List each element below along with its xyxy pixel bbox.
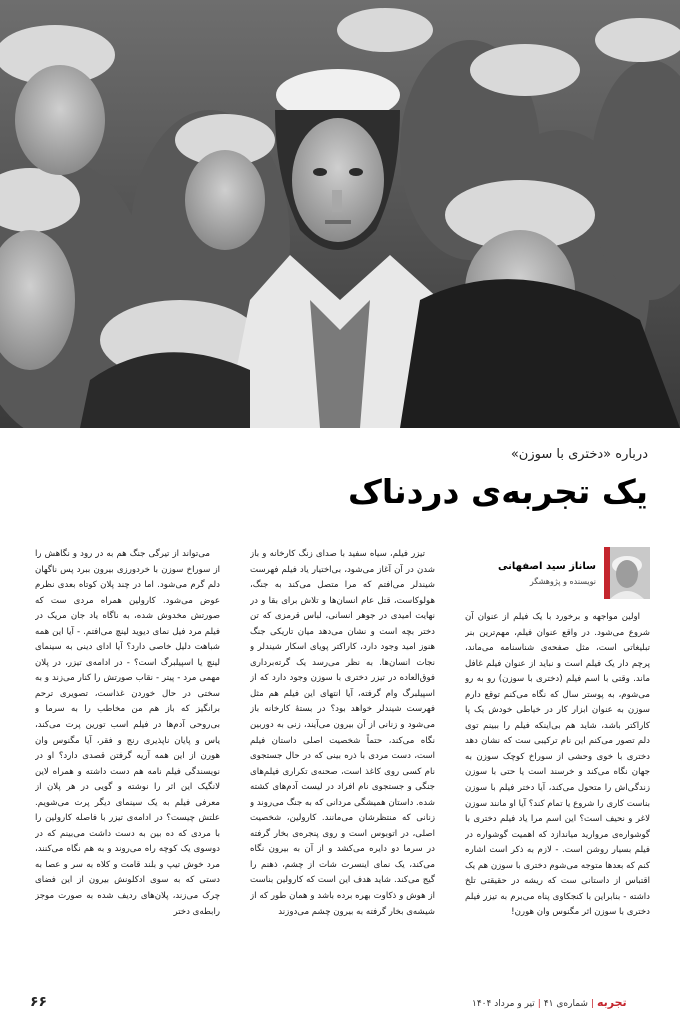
footer-info [472,996,652,1009]
paragraph: می‌تواند از تیرگی جنگ هم به در رود و نگاهش را از سوراخ سوزن با خردورزی بیرون ببرد پس ناگهان دلم گرم می‌شود. اما در چند پلان کوتاه بعدی نظرم عوض می‌شود. کارولین همراه مردی ست که صورتش مخدوش شده، به ناگاه یاد جان مریک در فیلم مرد فیل نمای دیوید لینچ می‌افتم. - آیا این همه شباهت دلیل خاصی دارد؟ آیا ادای دینی به سینمای لینچ یا اسپیلبرگ است؟ - در ادامه‌ی تیزر، در پلان مهمی مرد - پیتر - نقاب صورتش را کنار می‌زند و به سختی در حال خوردن غذاست، تصویری ترحم برانگیز که باز هم من مخاطب را به سرما و بی‌روحی آدم‌ها در فیلم اسب تورین پرت می‌کند، یاس و پایان ناپذیری رنج و فقر، آیا مگنوس وان هورن از این همه آریه گرفتن قصدی دارد؟ او در نویسندگی فیلم نامه هم دست داشته و همراه لاین لانگیک این اثر را نوشته و گویی در هر پلان از معرفی فیلم به یک سینمای دیگر پرت می‌شویم. علتش چیست؟ در ادامه‌ی تیزر با فاصله کارولین را با مردی که ده بین به دست داشت می‌بینم که در دوسوی یک کوچه راه می‌روند و به هم نگاه می‌کنند، مرد خوش تیپ و بلند قامت و کلاه به سر و عصا به دستی که به سوی ادکلونش بیرون از این فضای چرک می‌زند، پلان‌های ردیف شده به صورت موجز رابطه‌ی دختر [35,549,220,917]
magazine-brand: تجربه [596,996,627,1009]
body-column-2 [250,547,435,947]
author-block [465,547,650,599]
page-number: ۶۶ [30,994,48,1010]
body-column-1 [465,610,650,940]
footer-separator: | [537,999,541,1009]
article-kicker: درباره «دختری با سوزن» [510,447,648,462]
body-column-3 [35,547,220,947]
issue-date: تیر و مرداد ۱۴۰۴ [472,999,535,1009]
issue-number: شماره‌ی ۴۱ [543,999,588,1009]
author-name: ساناز سید اصفهانی [497,561,596,572]
paragraph: اولین مواجهه و برخورد با یک فیلم از عنوان آن شروع می‌شود. در واقع عنوان فیلم، مهم‌ترین بنر تبلیغاتی است، مثل صفحه‌ی شناسنامه می‌ماند، پرچم دار یک فیلم است و نباید از عنوان فیلم غافل ماند. وقتی با اسم فیلم (دختری با سوزن) رو به رو می‌شوم، به پوستر سال که نگاه می‌کنم توقع دارم سوزن به عنوان ابزار کار در خیاطی خودش یک پا کاراکتر باشد، شاید هم بی‌اینکه فیلم را ببینم توی دلم تصور می‌کنم این نام ترکیبی ست که نشان دهد دختری با خوی وحشی از سوراخ کوچک سوزن به جهان نگاه می‌کند و خرسند است یا حتی با سوزن زندگی‌اش را متحول می‌کند، آیا دختر فیلم با سوزن بناست کاری را شروع یا تمام کند؟ آیا او مانند سوزن لاغر و نحیف است؟ این اسم مرا یاد فیلم دختری با گوشواره‌ی مروارید میاندازد که اهمیت گوشواره در فیلم بسیار روشن است. - لازم به ذکر است اشاره کنم که بعدها متوجه می‌شوم دختری با سوزن هم یک اقتباس از داستانی ست که ریشه در حقیقتی تلخ داشته - بنابراین با کنجکاوی پناه می‌برم به تیزر فیلم دختری با سوزن اثر مگنوس وان هورن! [465,612,650,918]
author-photo [604,547,650,599]
cover-photo [0,0,680,428]
article-headline: یک تجربه‌ی دردناک [348,472,648,511]
author-role: نویسنده و پژوهشگر [529,577,596,586]
paragraph: تیزر فیلم، سیاه سفید با صدای زنگ کارخانه و باز شدن در آن آغاز می‌شود، بی‌اختیار یاد فیلم فهرست شیندلر می‌افتم که مرا متصل می‌کند به جنگ، هولوکاست، قتل عام انسان‌ها و تلاش برای بقا و در نهایت امیدی در جوهر انسانی، لباس قرمزی که تن دختر بچه است و نشان می‌دهد میان تاریکی جنگ هنوز امید وجود دارد، کاراکتر پویای اسکار شیندلر و نجات انسان‌ها. به نظر می‌رسد یک گرته‌برداری فوق‌العاده در تیزر دختری با سوزن وجود دارد که از اسپیلبرگ وام گرفته، آیا انتهای این فیلم هم مثل فهرست شیندلر خواهد بود؟ در بستهٔ کارخانه باز می‌شود و زنانی از آن بیرون می‌آیند، زنی به دوربین نگاه می‌کند، حتماً شخصیت اصلی داستان فیلم است، دست مردی با ذره بینی که در حال جستجوی نام کسی روی کاغذ است، صحنه‌ی تکراری فیلم‌های جنگی و جستجوی نام افراد در لیست آدم‌های کشته شده. داستان همیشگی مردانی که به جنگ می‌روند و زنانی که منتظرشان می‌مانند. کارولین، شخصیت اصلی، در اتوبوس است و روی پنجره‌ی بخار گرفته در سرما دو دایره می‌کشد و از آن به بیرون نگاه می‌کند، یک نمای اینسرت شات از چشم، ذهنم را گیج می‌کند. شاید هدف این است که کارولین بناست از هوش و ذکاوت بهره برده باشد و همان طور که از شیشه‌ی بخار گرفته به بیرون چشم می‌دوزند [250,549,435,917]
page-footer [0,990,680,1024]
footer-separator: | [590,999,594,1009]
